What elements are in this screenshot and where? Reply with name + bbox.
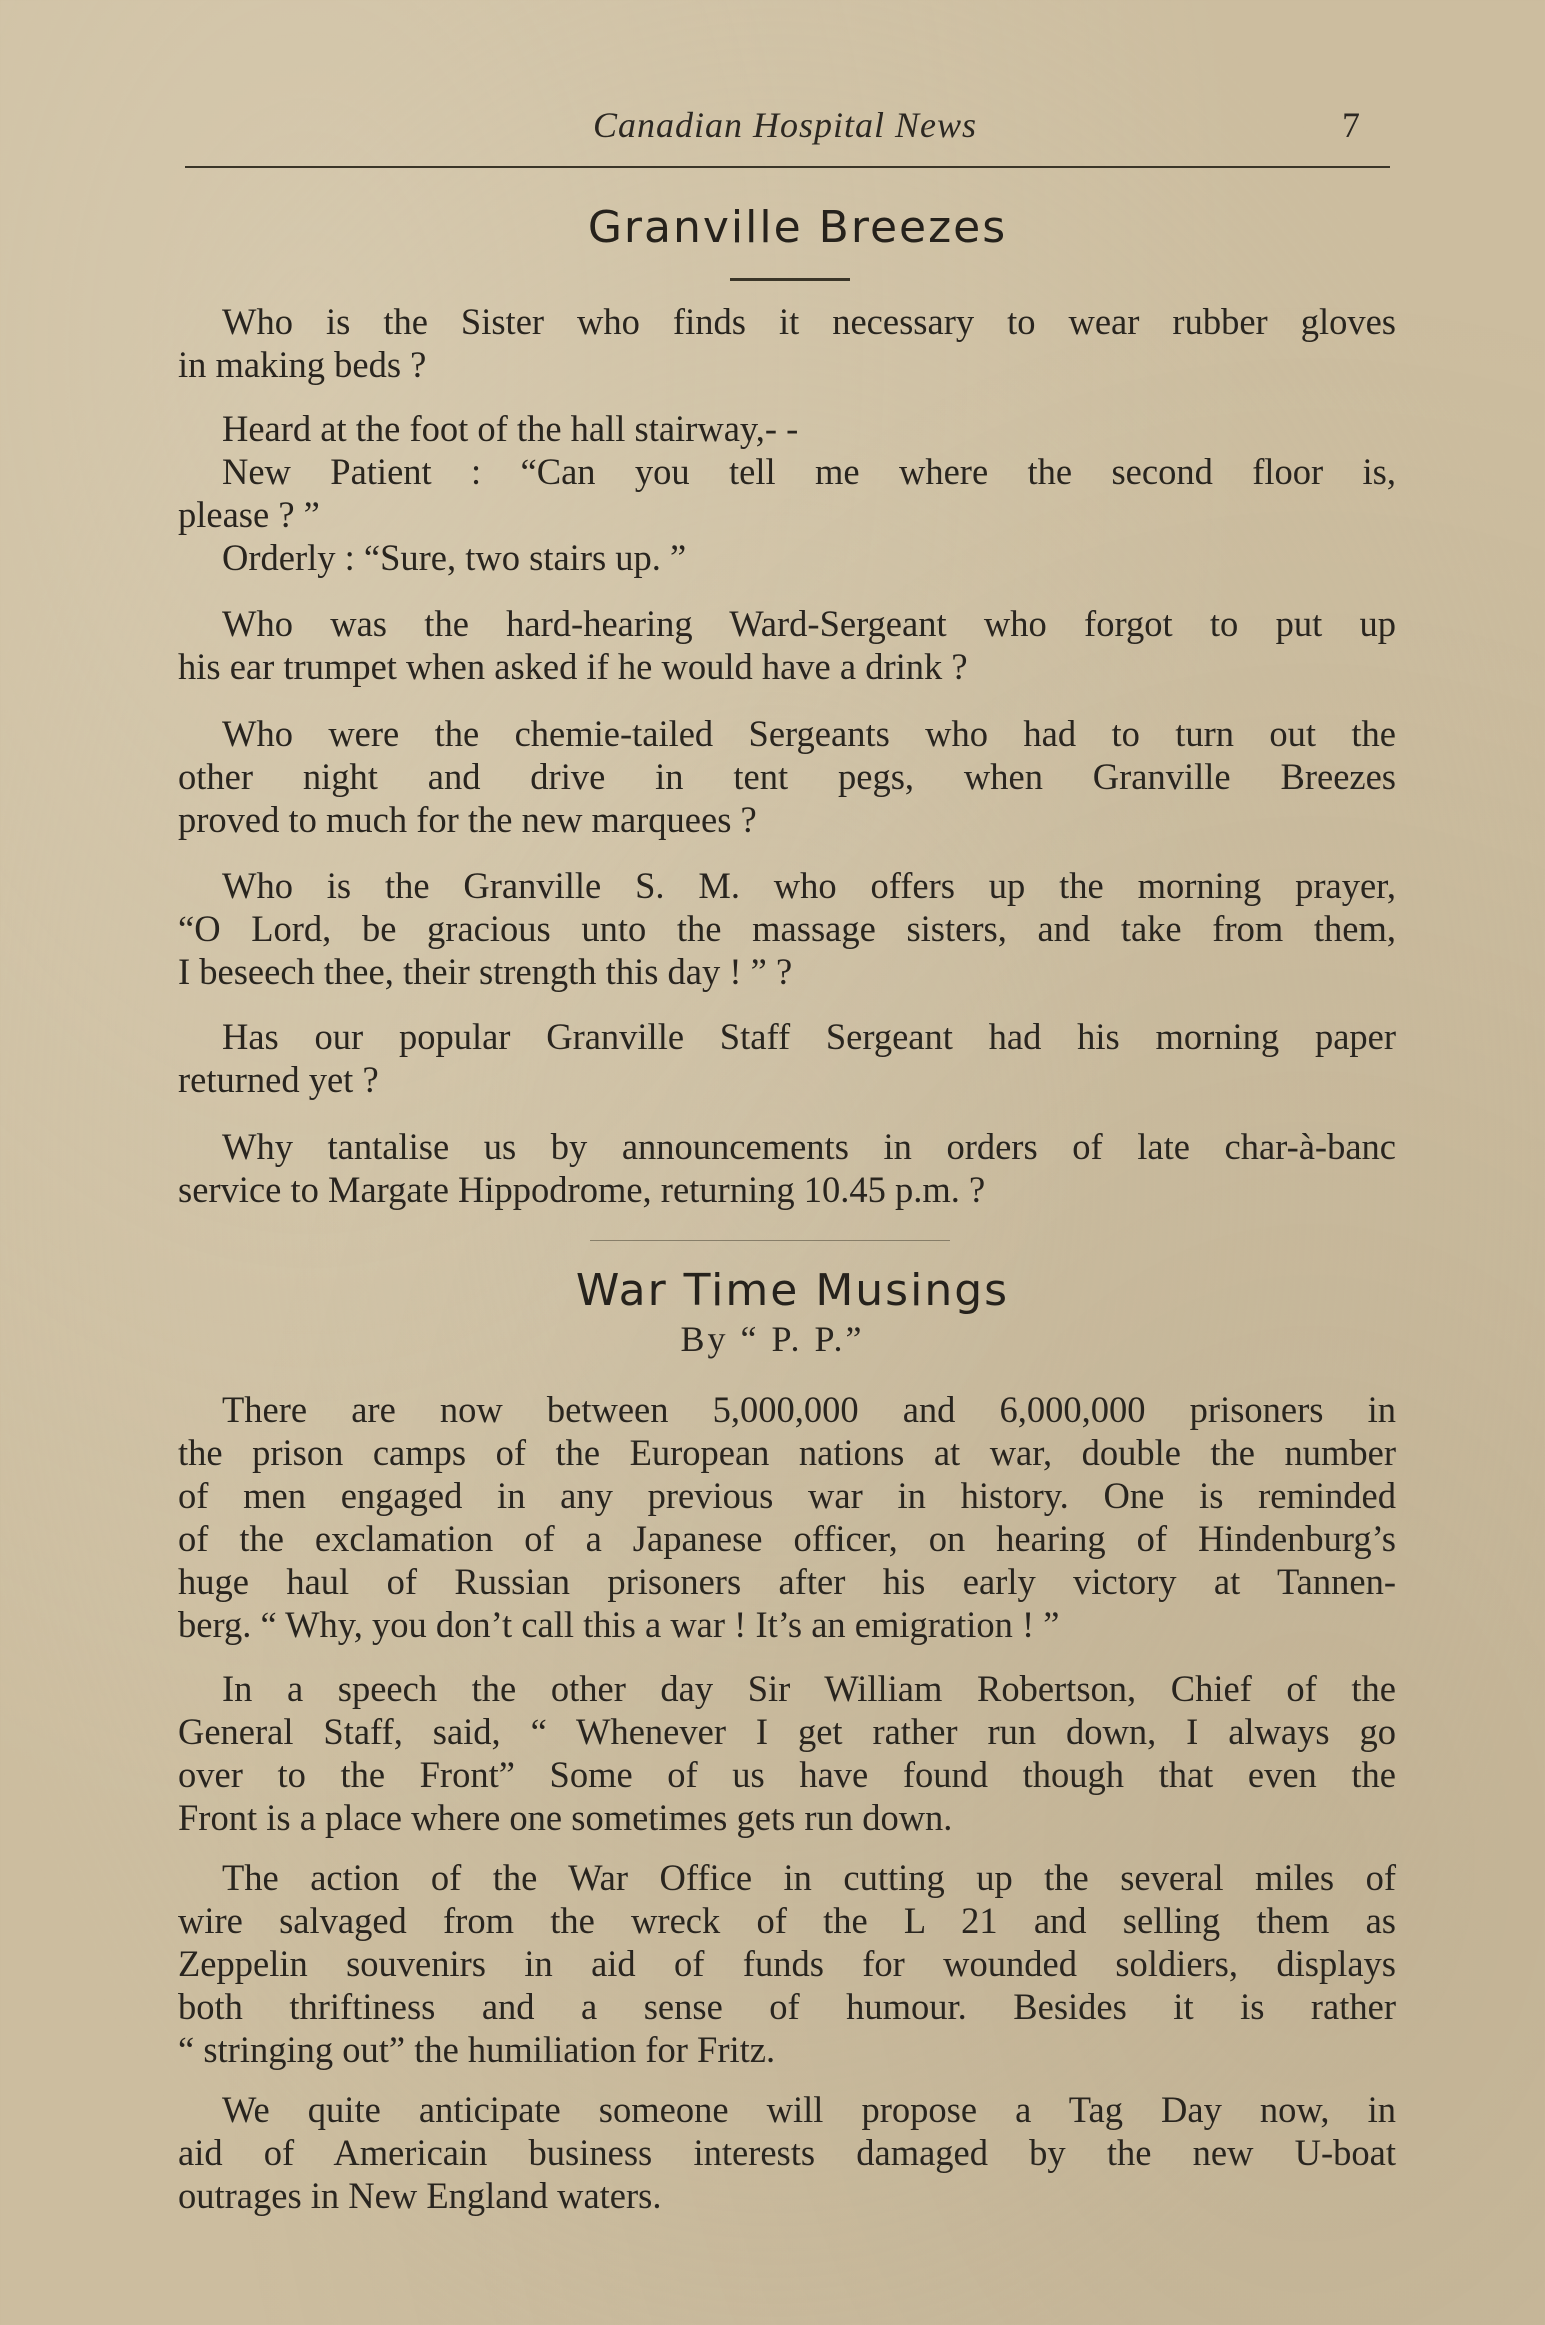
running-head (180, 104, 1390, 154)
paragraph (178, 407, 1396, 579)
text-line: over to the Front” Some of us have found though that even the (178, 1754, 1396, 1795)
text-line: huge haul of Russian prisoners after his early victory at Tannen- (178, 1561, 1396, 1602)
paragraph (178, 602, 1396, 688)
text-line: I beseech thee, their strength this day ! ” ? (178, 951, 793, 992)
paragraph (178, 1388, 1396, 1646)
header-rule (185, 166, 1390, 168)
text-line: returned yet ? (178, 1059, 379, 1100)
text-line: please ? ” (178, 494, 320, 535)
section-title-war-time-musings: War Time Musings (575, 1265, 1010, 1316)
text-line: “O Lord, be gracious unto the massage sisters, and take from them, (178, 908, 1396, 949)
text-line: Who were the chemie-tailed Sergeants who had to turn out the (222, 713, 1396, 754)
paragraph (178, 1015, 1396, 1101)
text-line: Front is a place where one sometimes gets run down. (178, 1797, 953, 1838)
text-line: of the exclamation of a Japanese officer, on hearing of Hindenburg’s (178, 1518, 1396, 1559)
paragraph (178, 2088, 1396, 2217)
text-line: General Staff, said, “ Whenever I get rather run down, I always go (178, 1711, 1396, 1752)
text-line: other night and drive in tent pegs, when Granville Breezes (178, 756, 1396, 797)
text-line: Why tantalise us by announcements in orders of late char-à-banc (222, 1126, 1396, 1167)
text-line: There are now between 5,000,000 and 6,000,000 prisoners in (222, 1389, 1396, 1430)
paragraph (178, 1125, 1396, 1211)
text-line: In a speech the other day Sir William Robertson, Chief of the (222, 1668, 1396, 1709)
text-line: Who was the hard-hearing Ward-Sergeant who forgot to put up (222, 603, 1396, 644)
paragraph (178, 712, 1396, 841)
section-divider (590, 1240, 950, 1241)
publication-title: Canadian Hospital News (592, 105, 978, 145)
text-line: service to Margate Hippodrome, returning 10.45 p.m. ? (178, 1169, 986, 1210)
text-line: the prison camps of the European nations at war, double the number (178, 1432, 1396, 1473)
page-number: 7 (1342, 105, 1360, 145)
paragraph (178, 1856, 1396, 2071)
text-line: of men engaged in any previous war in history. One is reminded (178, 1475, 1396, 1516)
paragraph (178, 300, 1396, 386)
byline: By “ P. P.” (680, 1319, 865, 1359)
text-line: outrages in New England waters. (178, 2175, 662, 2216)
paragraph (178, 1667, 1396, 1839)
text-line: Who is the Granville S. M. who offers up the morning prayer, (222, 865, 1396, 906)
text-line: berg. “ Why, you don’t call this a war ! It’s an emigration ! ” (178, 1604, 1060, 1645)
text-line: Heard at the foot of the hall stairway,- - (222, 408, 799, 449)
text-line: Who is the Sister who finds it necessary to wear rubber gloves (222, 301, 1396, 342)
text-line: Has our popular Granville Staff Sergeant had his morning paper (222, 1016, 1396, 1057)
text-line: proved to much for the new marquees ? (178, 799, 757, 840)
text-line: in making beds ? (178, 344, 427, 385)
text-line: his ear trumpet when asked if he would have a drink ? (178, 646, 968, 687)
section-title-granville-breezes: Granville Breezes (587, 202, 1008, 253)
text-line: wire salvaged from the wreck of the L 21 and selling them as (178, 1900, 1396, 1941)
title-underline (730, 278, 850, 281)
text-line: “ stringing out” the humiliation for Fritz. (178, 2029, 776, 2070)
text-line: New Patient : “Can you tell me where the second floor is, (222, 451, 1396, 492)
text-line: Orderly : “Sure, two stairs up. ” (222, 537, 687, 578)
text-line: both thriftiness and a sense of humour. Besides it is rather (178, 1986, 1396, 2027)
text-line: The action of the War Office in cutting up the several miles of (222, 1857, 1396, 1898)
text-line: Zeppelin souvenirs in aid of funds for wounded soldiers, displays (178, 1943, 1396, 1984)
text-line: We quite anticipate someone will propose a Tag Day now, in (222, 2089, 1396, 2130)
paragraph (178, 864, 1396, 993)
text-line: aid of Americain business interests damaged by the new U-boat (178, 2132, 1396, 2173)
